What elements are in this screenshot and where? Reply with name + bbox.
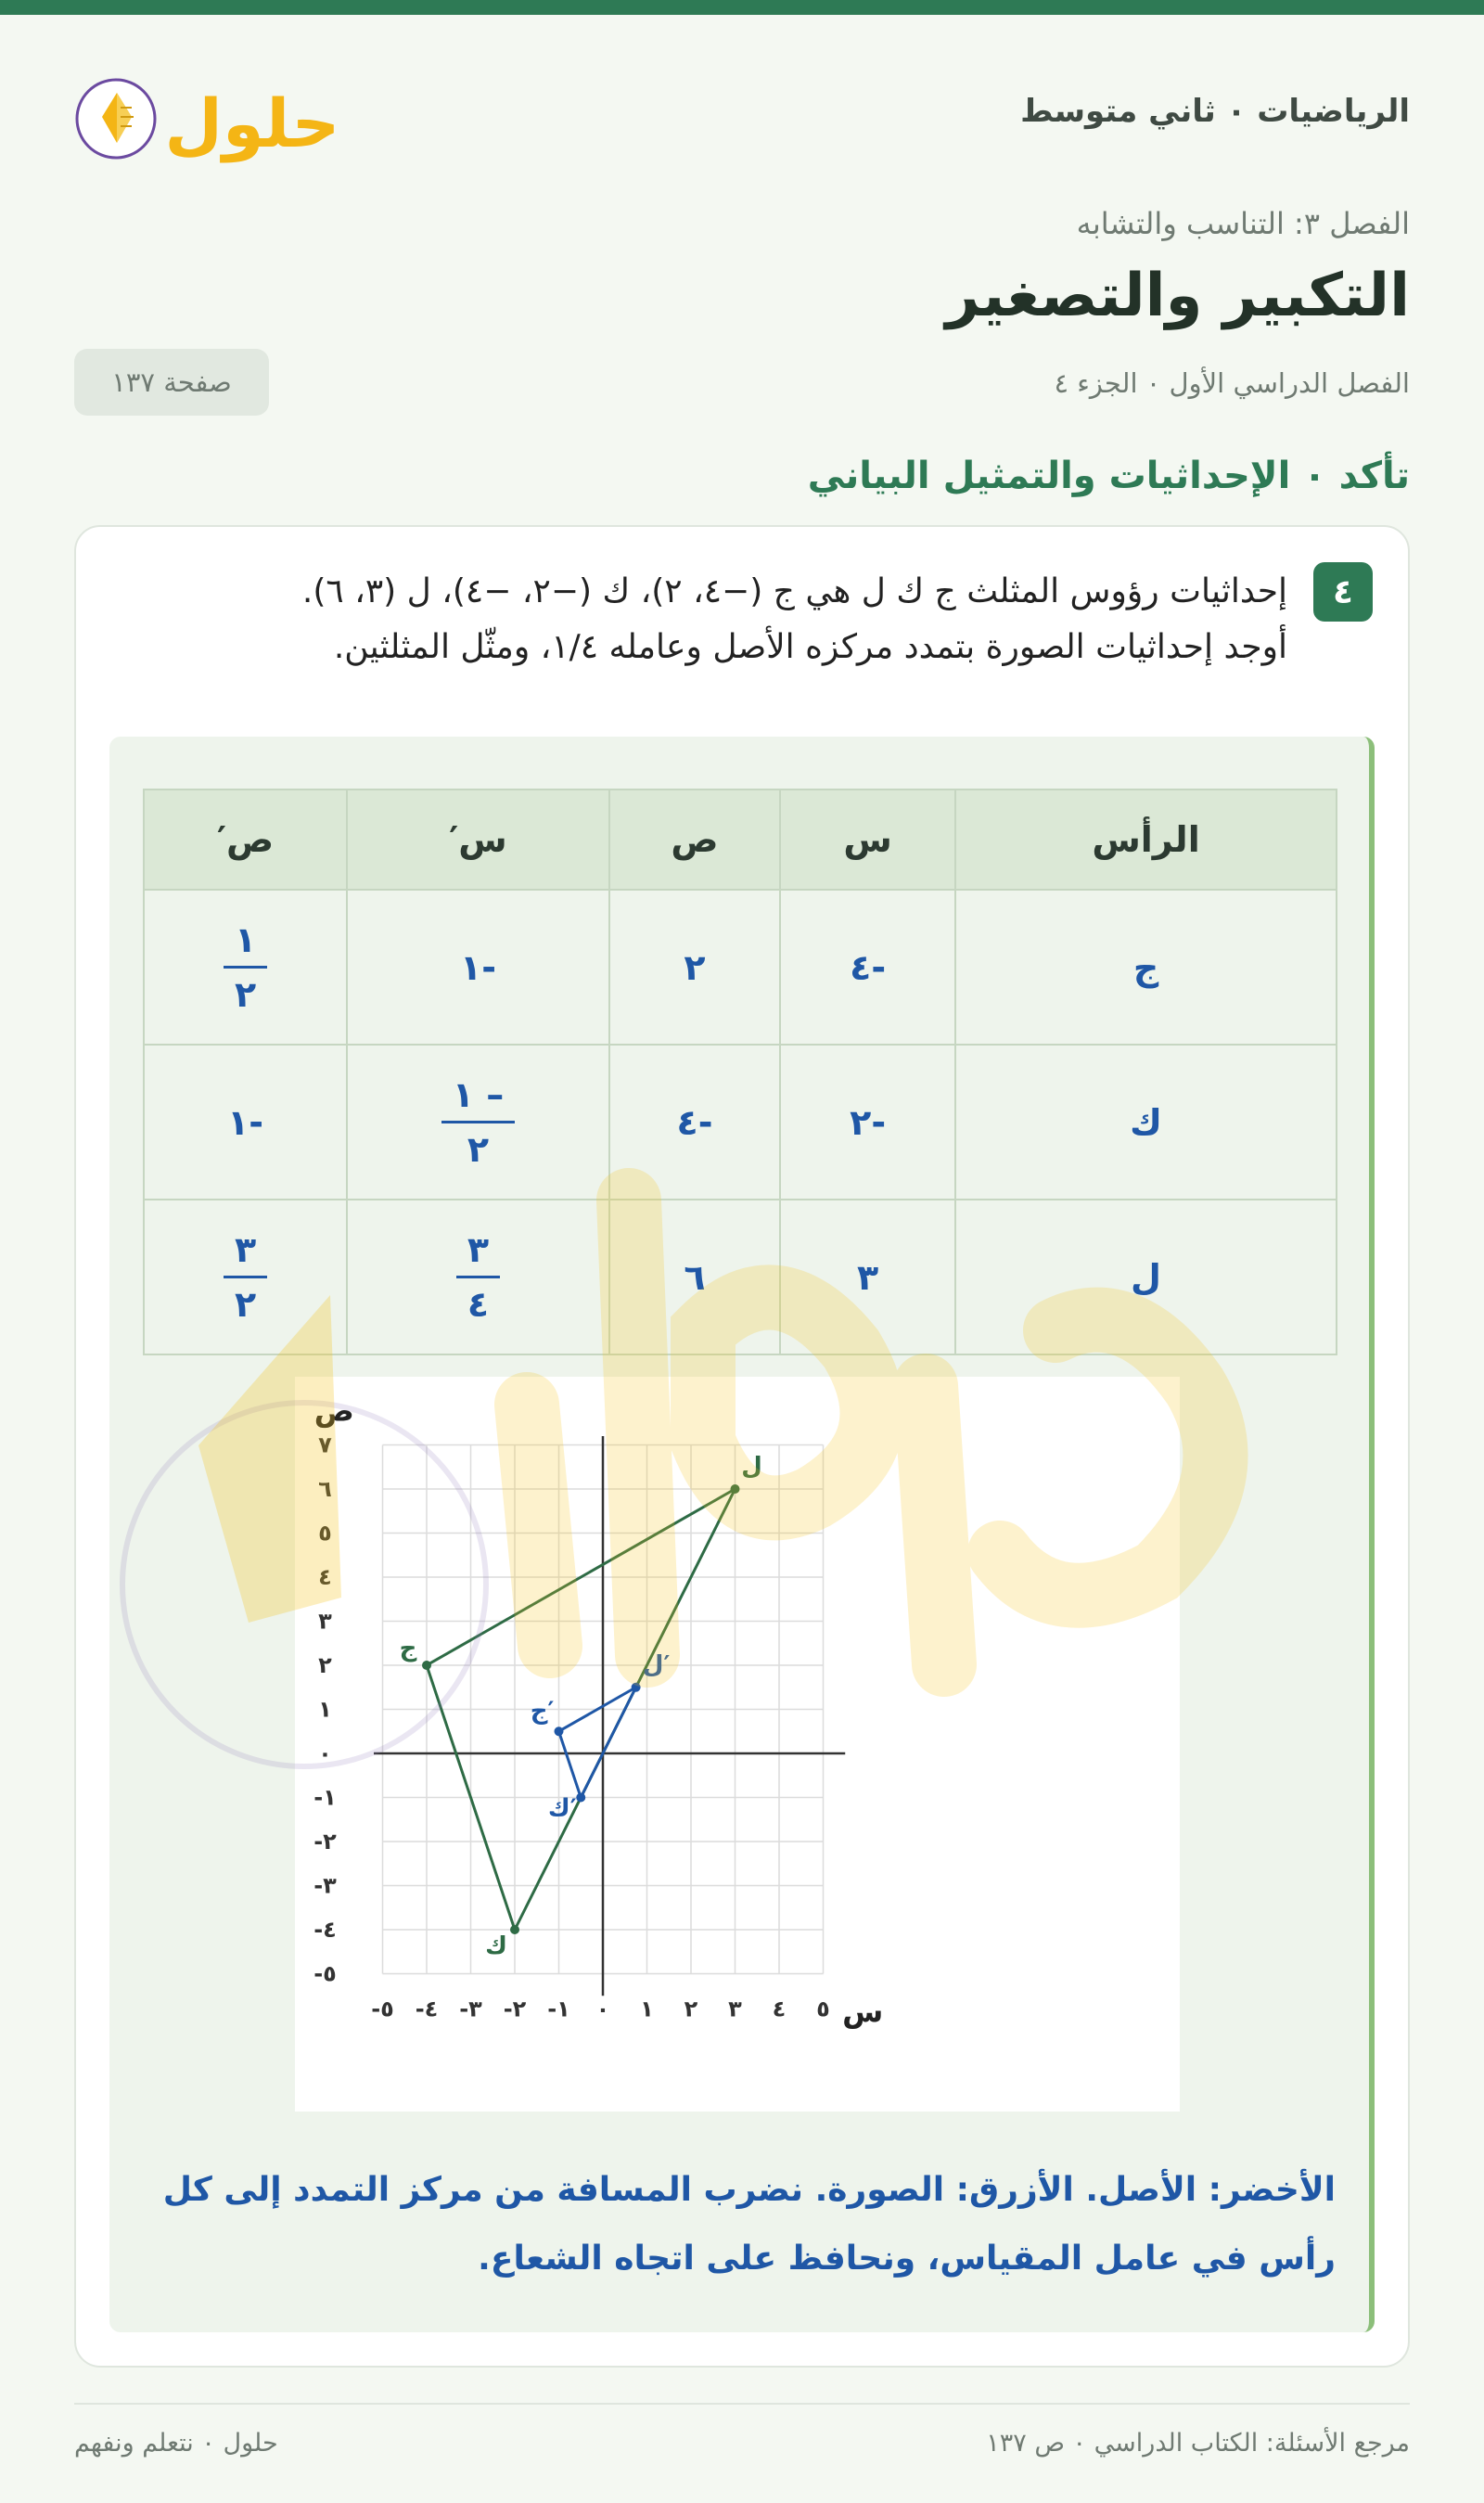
y-tick-label: ٧ (318, 1431, 332, 1458)
fraction-numerator: ٣ (224, 1224, 267, 1278)
question-text (193, 564, 1287, 675)
fraction-numerator: ٣ (456, 1224, 500, 1278)
cell-x-prime (347, 1045, 609, 1200)
subject-label: الرياضيات ٠ ثاني متوسط (1020, 93, 1410, 130)
header-x-prime: س′ (347, 789, 609, 890)
question-line-2: أوجد إحداثيات الصورة بتمدد مركزه الأصل وعامله ١/٤، ومثّل المثلثين. (333, 628, 1287, 666)
x-axis-label: س (842, 1994, 884, 2030)
cell-y: -٤ (609, 1045, 780, 1200)
fraction-denominator: ٤ (467, 1284, 490, 1325)
y-tick-label: ٤ (318, 1564, 332, 1590)
cell-vertex: ل (955, 1200, 1337, 1354)
footer-brand: حلول ٠ نتعلم ونفهم (74, 2429, 278, 2458)
answer-panel (109, 737, 1375, 2332)
original-triangle-label: ل (741, 1453, 762, 1481)
question-line-1: إحداثيات رؤوس المثلث ج ك ل هي ج (−٤، ٢)، ك (−٢، −٤)، ل (٣، ٦). (301, 572, 1287, 610)
x-tick-label: -٢ (503, 1996, 527, 2022)
chapter-label: الفصل ٣: التناسب والتشابه (1076, 206, 1410, 241)
cell-y-prime: -١ (144, 1045, 347, 1200)
coordinate-graph (295, 1377, 1180, 2112)
question-number-badge: ٤ (1313, 562, 1373, 622)
fraction (224, 914, 267, 1020)
y-tick-label: -١ (313, 1784, 337, 1811)
y-tick-label: ١ (318, 1696, 332, 1723)
cell-x-prime (347, 1200, 609, 1354)
x-tick-label: ٣ (728, 1996, 742, 2022)
x-tick-label: ٥ (816, 1996, 830, 2022)
original-triangle-vertex (422, 1661, 431, 1670)
section-title: تأكد ٠ الإحداثيات والتمثيل البياني (807, 455, 1410, 497)
y-tick-label: -٣ (313, 1872, 337, 1899)
footer-reference: مرجع الأسئلة: الكتاب الدراسي ٠ ص ١٣٧ (986, 2429, 1410, 2458)
footer-divider (74, 2403, 1410, 2405)
fraction (441, 1069, 515, 1175)
cell-y: ٦ (609, 1200, 780, 1354)
question-card (74, 525, 1410, 2368)
cell-y-prime (144, 1200, 347, 1354)
cell-x-prime: -١ (347, 890, 609, 1045)
cell-y-prime (144, 890, 347, 1045)
x-tick-label: -٤ (415, 1996, 439, 2022)
term-label: الفصل الدراسي الأول ٠ الجزء ٤ (1054, 367, 1410, 399)
header-y-prime: ص′ (144, 789, 347, 890)
header-y: ص (609, 789, 780, 890)
y-tick-label: -٤ (313, 1917, 337, 1943)
x-tick-label: -١ (547, 1996, 570, 2022)
image-triangle (559, 1688, 636, 1798)
table-row (144, 1045, 1337, 1200)
image-triangle-vertex (576, 1793, 585, 1803)
fraction (456, 1224, 500, 1330)
cell-x: ٣ (780, 1200, 955, 1354)
x-tick-label: ٠ (595, 1996, 610, 2022)
image-triangle-vertex (632, 1683, 641, 1692)
x-tick-label: ١ (640, 1996, 654, 2022)
y-tick-label: ٣ (318, 1608, 332, 1635)
table-row (144, 1200, 1337, 1354)
cell-x: -٤ (780, 890, 955, 1045)
fraction-numerator: – ١ (441, 1069, 515, 1123)
cell-x: -٢ (780, 1045, 955, 1200)
page-title: التكبير والتصغير (945, 262, 1410, 330)
original-triangle-label: ج (399, 1635, 417, 1662)
x-tick-label: -٥ (371, 1996, 394, 2022)
table-header-row (144, 789, 1337, 890)
y-tick-label: -٥ (313, 1960, 337, 1987)
original-triangle-label: ك (485, 1932, 507, 1960)
x-tick-label: ٤ (772, 1996, 787, 2022)
cell-y: ٢ (609, 890, 780, 1045)
fraction-denominator: ٢ (467, 1129, 490, 1170)
y-axis-label: ص (313, 1393, 354, 1429)
y-tick-label: ٢ (318, 1652, 332, 1678)
y-tick-label: -٢ (313, 1829, 337, 1855)
graph-canvas (295, 1377, 1180, 2112)
original-triangle-vertex (510, 1925, 519, 1934)
header-vertex: الرأس (955, 789, 1337, 890)
fraction-denominator: ٢ (234, 1284, 257, 1325)
original-triangle-vertex (731, 1484, 740, 1494)
table-row (144, 890, 1337, 1045)
answer-explanation: الأخضر: الأصل. الأزرق: الصورة. نضرب المسافة من مركز التمدد إلى كل رأس في عامل المقياس، ونحافظ على اتجاه الشعاع. (162, 2171, 1336, 2278)
image-triangle-label: ك′ (547, 1794, 577, 1823)
dilation-table (143, 789, 1337, 1355)
cell-vertex: ك (955, 1045, 1337, 1200)
fraction-denominator: ٢ (234, 974, 257, 1015)
y-tick-label: ٠ (318, 1740, 332, 1766)
hulul-logo[interactable] (74, 65, 343, 167)
page-header (74, 65, 1410, 167)
page-number-badge: صفحة ١٣٧ (74, 349, 269, 416)
image-triangle-label: ل′ (642, 1650, 671, 1679)
cell-vertex: ج (955, 890, 1337, 1045)
logo-wordmark: حلول (164, 84, 340, 162)
y-tick-label: ٦ (318, 1476, 332, 1502)
header-x: س (780, 789, 955, 890)
image-triangle-label: ج′ (530, 1697, 555, 1726)
fraction (224, 1224, 267, 1330)
top-accent-bar (0, 0, 1484, 15)
y-tick-label: ٥ (318, 1520, 332, 1547)
fraction-numerator: ١ (224, 914, 267, 969)
x-tick-label: -٣ (459, 1996, 482, 2022)
image-triangle-vertex (555, 1726, 564, 1736)
x-tick-label: ٢ (684, 1996, 698, 2022)
